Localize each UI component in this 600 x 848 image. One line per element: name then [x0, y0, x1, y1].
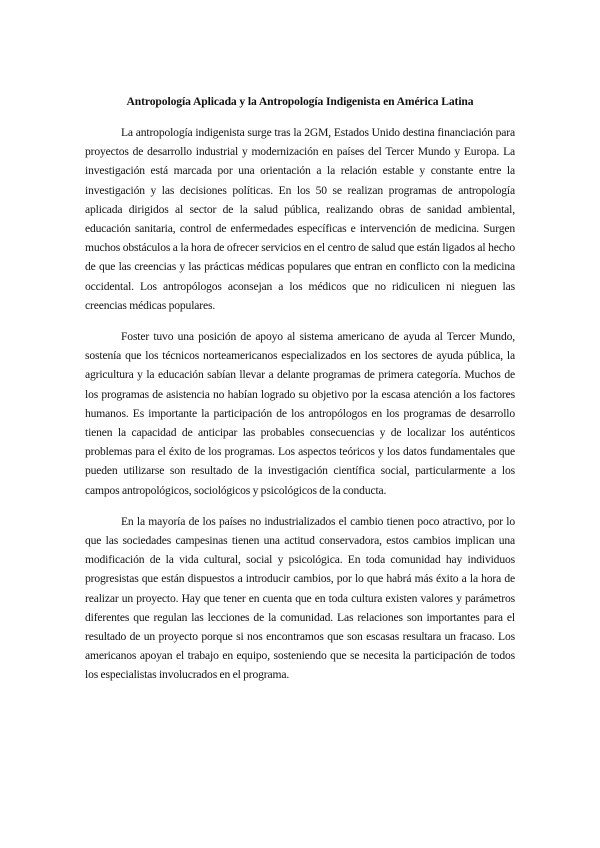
paragraph-2: Foster tuvo una posición de apoyo al sistema americano de ayuda al Tercer Mundo, sostenía que los técnicos norteamericanos especializados en los sectores de ayuda pública, la agricultura y la educación sabían llevar a delante programas de primera categoría. Muchos de los programas de asistencia no habían logrado su objetivo por la escasa atención a los factores humanos. Es importante la participación de los antropólogos en los programas de desarrollo tienen la capacidad de anticipar las probables consecuencias y de localizar los auténticos problemas para el éxito de los programas. Los aspectos teóricos y los datos fundamentales que pueden utilizarse son resultado de la investigación científica social, particularmente a los campos antropológicos, sociológicos y psicológicos de la conducta.: [85, 330, 515, 497]
document-body: [85, 95, 515, 697]
paragraph-1: La antropología indigenista surge tras la 2GM, Estados Unido destina financiación para proyectos de desarrollo industrial y modernización en países del Tercer Mundo y Europa. La investigación está marcada por una orientación a la relación estable y constante entre la investigación y las decisiones políticas. En los 50 se realizan programas de antropología aplicada dirigidos al sector de la salud pública, realizando obras de sanidad ambiental, educación sanitaria, control de enfermedades específicas e intervención de medicina. Surgen muchos obstáculos a la hora de ofrecer servicios en el centro de salud que están ligados al hecho de que las creencias y las prácticas médicas populares que entran en conflicto con la medicina occidental. Los antropólogos aconsejan a los médicos que no ridiculicen ni nieguen las creencias médicas populares.: [85, 126, 515, 312]
document-title: Antropología Aplicada y la Antropología Indigenista en América Latina: [126, 95, 474, 108]
paragraph-3: En la mayoría de los países no industrializados el cambio tienen poco atractivo, por lo que las sociedades campesinas tienen una actitud conservadora, estos cambios implican una modificación de la vida cultural, social y psicológica. En toda comunidad hay individuos progresistas que están dispuestos a introducir cambios, por lo que habrá más éxito a la hora de realizar un proyecto. Hay que tener en cuenta que en toda cultura existen valores y parámetros diferentes que regulan las lecciones de la comunidad. Las relaciones son importantes para el resultado de un proyecto porque si nos encontramos que son escasas resultara un fracaso. Los americanos apoyan el trabajo en equipo, sosteniendo que se necesita la participación de todos los especialistas involucrados en el programa.: [85, 514, 515, 682]
